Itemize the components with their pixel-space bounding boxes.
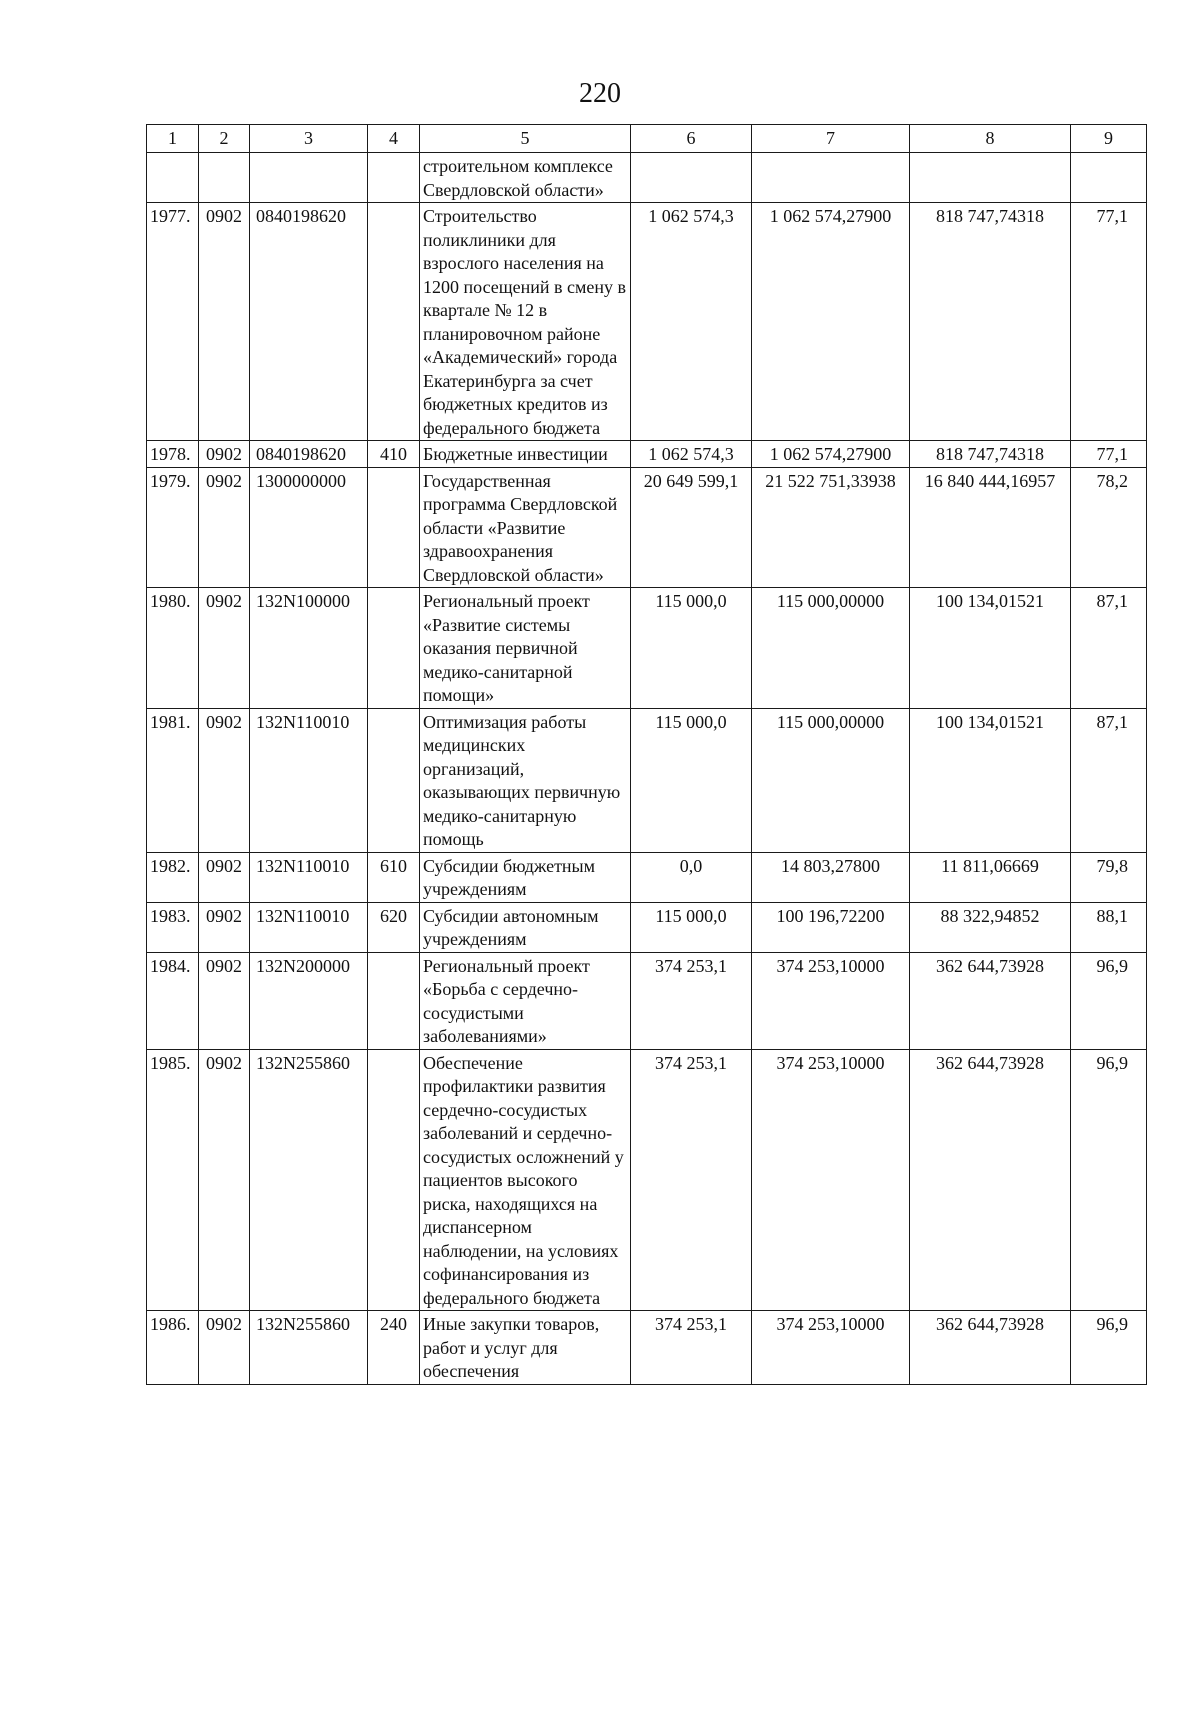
refined-amount-cell: 14 803,27800: [752, 852, 910, 902]
row-number-cell: 1983.: [147, 902, 199, 952]
row-number-cell: 1985.: [147, 1049, 199, 1311]
expense-type-cell: [368, 588, 420, 709]
table-row: [147, 467, 1147, 588]
approved-amount-cell: 1 062 574,3: [631, 441, 752, 468]
section-code-cell: 0902: [199, 1311, 250, 1385]
row-number-cell: 1977.: [147, 203, 199, 441]
refined-amount-cell: 374 253,10000: [752, 1311, 910, 1385]
target-code-cell: 0840198620: [250, 441, 368, 468]
section-code-cell: 0902: [199, 588, 250, 709]
table-row: [147, 441, 1147, 468]
row-number-cell: [147, 153, 199, 203]
row-number-cell: 1981.: [147, 708, 199, 852]
execution-percent-cell: 78,2: [1071, 467, 1147, 588]
table-row: [147, 203, 1147, 441]
table-row: [147, 153, 1147, 203]
actual-amount-cell: 100 134,01521: [910, 588, 1071, 709]
table-row: [147, 588, 1147, 709]
expense-type-cell: [368, 153, 420, 203]
item-name-cell: Обеспечение профилактики развития сердечно-сосудистых заболеваний и сердечно-сосудистых осложнений у пациентов высокого риска, находящихся на диспансерном наблюдении, на условиях софинансирования из федерального бюджета: [420, 1049, 631, 1311]
column-header: 9: [1071, 125, 1147, 153]
refined-amount-cell: 1 062 574,27900: [752, 203, 910, 441]
execution-percent-cell: 79,8: [1071, 852, 1147, 902]
approved-amount-cell: 374 253,1: [631, 1311, 752, 1385]
table-row: [147, 952, 1147, 1049]
item-name-cell: Иные закупки товаров, работ и услуг для обеспечения: [420, 1311, 631, 1385]
actual-amount-cell: 362 644,73928: [910, 1049, 1071, 1311]
budget-table: [146, 124, 1147, 1385]
actual-amount-cell: 100 134,01521: [910, 708, 1071, 852]
section-code-cell: 0902: [199, 902, 250, 952]
actual-amount-cell: 818 747,74318: [910, 441, 1071, 468]
approved-amount-cell: 374 253,1: [631, 1049, 752, 1311]
section-code-cell: 0902: [199, 952, 250, 1049]
page-number: 220: [579, 78, 621, 109]
target-code-cell: 132N200000: [250, 952, 368, 1049]
expense-type-cell: 240: [368, 1311, 420, 1385]
target-code-cell: 0840198620: [250, 203, 368, 441]
expense-type-cell: 620: [368, 902, 420, 952]
row-number-cell: 1979.: [147, 467, 199, 588]
approved-amount-cell: 115 000,0: [631, 708, 752, 852]
approved-amount-cell: [631, 153, 752, 203]
actual-amount-cell: 818 747,74318: [910, 203, 1071, 441]
section-code-cell: 0902: [199, 1049, 250, 1311]
approved-amount-cell: 1 062 574,3: [631, 203, 752, 441]
item-name-cell: Оптимизация работы медицинских организаций, оказывающих первичную медико-санитарную помощь: [420, 708, 631, 852]
table-row: [147, 902, 1147, 952]
column-header: 3: [250, 125, 368, 153]
refined-amount-cell: 374 253,10000: [752, 952, 910, 1049]
row-number-cell: 1980.: [147, 588, 199, 709]
item-name-cell: Субсидии автономным учреждениям: [420, 902, 631, 952]
target-code-cell: [250, 153, 368, 203]
approved-amount-cell: 374 253,1: [631, 952, 752, 1049]
table-row: [147, 708, 1147, 852]
target-code-cell: 132N100000: [250, 588, 368, 709]
actual-amount-cell: [910, 153, 1071, 203]
execution-percent-cell: 77,1: [1071, 441, 1147, 468]
refined-amount-cell: [752, 153, 910, 203]
section-code-cell: [199, 153, 250, 203]
execution-percent-cell: 88,1: [1071, 902, 1147, 952]
table-row: [147, 852, 1147, 902]
approved-amount-cell: 20 649 599,1: [631, 467, 752, 588]
header-row: [147, 125, 1147, 153]
target-code-cell: 132N255860: [250, 1311, 368, 1385]
actual-amount-cell: 16 840 444,16957: [910, 467, 1071, 588]
execution-percent-cell: 96,9: [1071, 1049, 1147, 1311]
item-name-cell: строительном комплексе Свердловской области»: [420, 153, 631, 203]
table-row: [147, 1049, 1147, 1311]
refined-amount-cell: 100 196,72200: [752, 902, 910, 952]
section-code-cell: 0902: [199, 467, 250, 588]
refined-amount-cell: 115 000,00000: [752, 708, 910, 852]
execution-percent-cell: 77,1: [1071, 203, 1147, 441]
table-row: [147, 1311, 1147, 1385]
execution-percent-cell: 87,1: [1071, 708, 1147, 852]
column-header: 8: [910, 125, 1071, 153]
execution-percent-cell: 96,9: [1071, 1311, 1147, 1385]
execution-percent-cell: 96,9: [1071, 952, 1147, 1049]
item-name-cell: Государственная программа Свердловской области «Развитие здравоохранения Свердловской области»: [420, 467, 631, 588]
target-code-cell: 132N110010: [250, 708, 368, 852]
expense-type-cell: [368, 467, 420, 588]
expense-type-cell: [368, 203, 420, 441]
row-number-cell: 1984.: [147, 952, 199, 1049]
column-header: 4: [368, 125, 420, 153]
refined-amount-cell: 374 253,10000: [752, 1049, 910, 1311]
column-header: 5: [420, 125, 631, 153]
item-name-cell: Региональный проект «Развитие системы оказания первичной медико-санитарной помощи»: [420, 588, 631, 709]
target-code-cell: 132N110010: [250, 852, 368, 902]
table-body: [147, 153, 1147, 1385]
table-header: [147, 125, 1147, 153]
item-name-cell: Субсидии бюджетным учреждениям: [420, 852, 631, 902]
column-header: 7: [752, 125, 910, 153]
target-code-cell: 132N255860: [250, 1049, 368, 1311]
item-name-cell: Строительство поликлиники для взрослого населения на 1200 посещений в смену в квартале № 12 в планировочном районе «Академический» города Екатеринбурга за счет бюджетных кредитов из федерального бюджета: [420, 203, 631, 441]
execution-percent-cell: 87,1: [1071, 588, 1147, 709]
target-code-cell: 132N110010: [250, 902, 368, 952]
refined-amount-cell: 1 062 574,27900: [752, 441, 910, 468]
approved-amount-cell: 115 000,0: [631, 588, 752, 709]
row-number-cell: 1986.: [147, 1311, 199, 1385]
execution-percent-cell: [1071, 153, 1147, 203]
section-code-cell: 0902: [199, 852, 250, 902]
column-header: 6: [631, 125, 752, 153]
column-header: 1: [147, 125, 199, 153]
approved-amount-cell: 0,0: [631, 852, 752, 902]
item-name-cell: Бюджетные инвестиции: [420, 441, 631, 468]
section-code-cell: 0902: [199, 441, 250, 468]
row-number-cell: 1978.: [147, 441, 199, 468]
approved-amount-cell: 115 000,0: [631, 902, 752, 952]
actual-amount-cell: 88 322,94852: [910, 902, 1071, 952]
expense-type-cell: 410: [368, 441, 420, 468]
row-number-cell: 1982.: [147, 852, 199, 902]
item-name-cell: Региональный проект «Борьба с сердечно-сосудистыми заболеваниями»: [420, 952, 631, 1049]
section-code-cell: 0902: [199, 708, 250, 852]
refined-amount-cell: 21 522 751,33938: [752, 467, 910, 588]
column-header: 2: [199, 125, 250, 153]
actual-amount-cell: 362 644,73928: [910, 1311, 1071, 1385]
expense-type-cell: [368, 1049, 420, 1311]
expense-type-cell: [368, 708, 420, 852]
refined-amount-cell: 115 000,00000: [752, 588, 910, 709]
target-code-cell: 1300000000: [250, 467, 368, 588]
expense-type-cell: 610: [368, 852, 420, 902]
section-code-cell: 0902: [199, 203, 250, 441]
expense-type-cell: [368, 952, 420, 1049]
actual-amount-cell: 362 644,73928: [910, 952, 1071, 1049]
actual-amount-cell: 11 811,06669: [910, 852, 1071, 902]
